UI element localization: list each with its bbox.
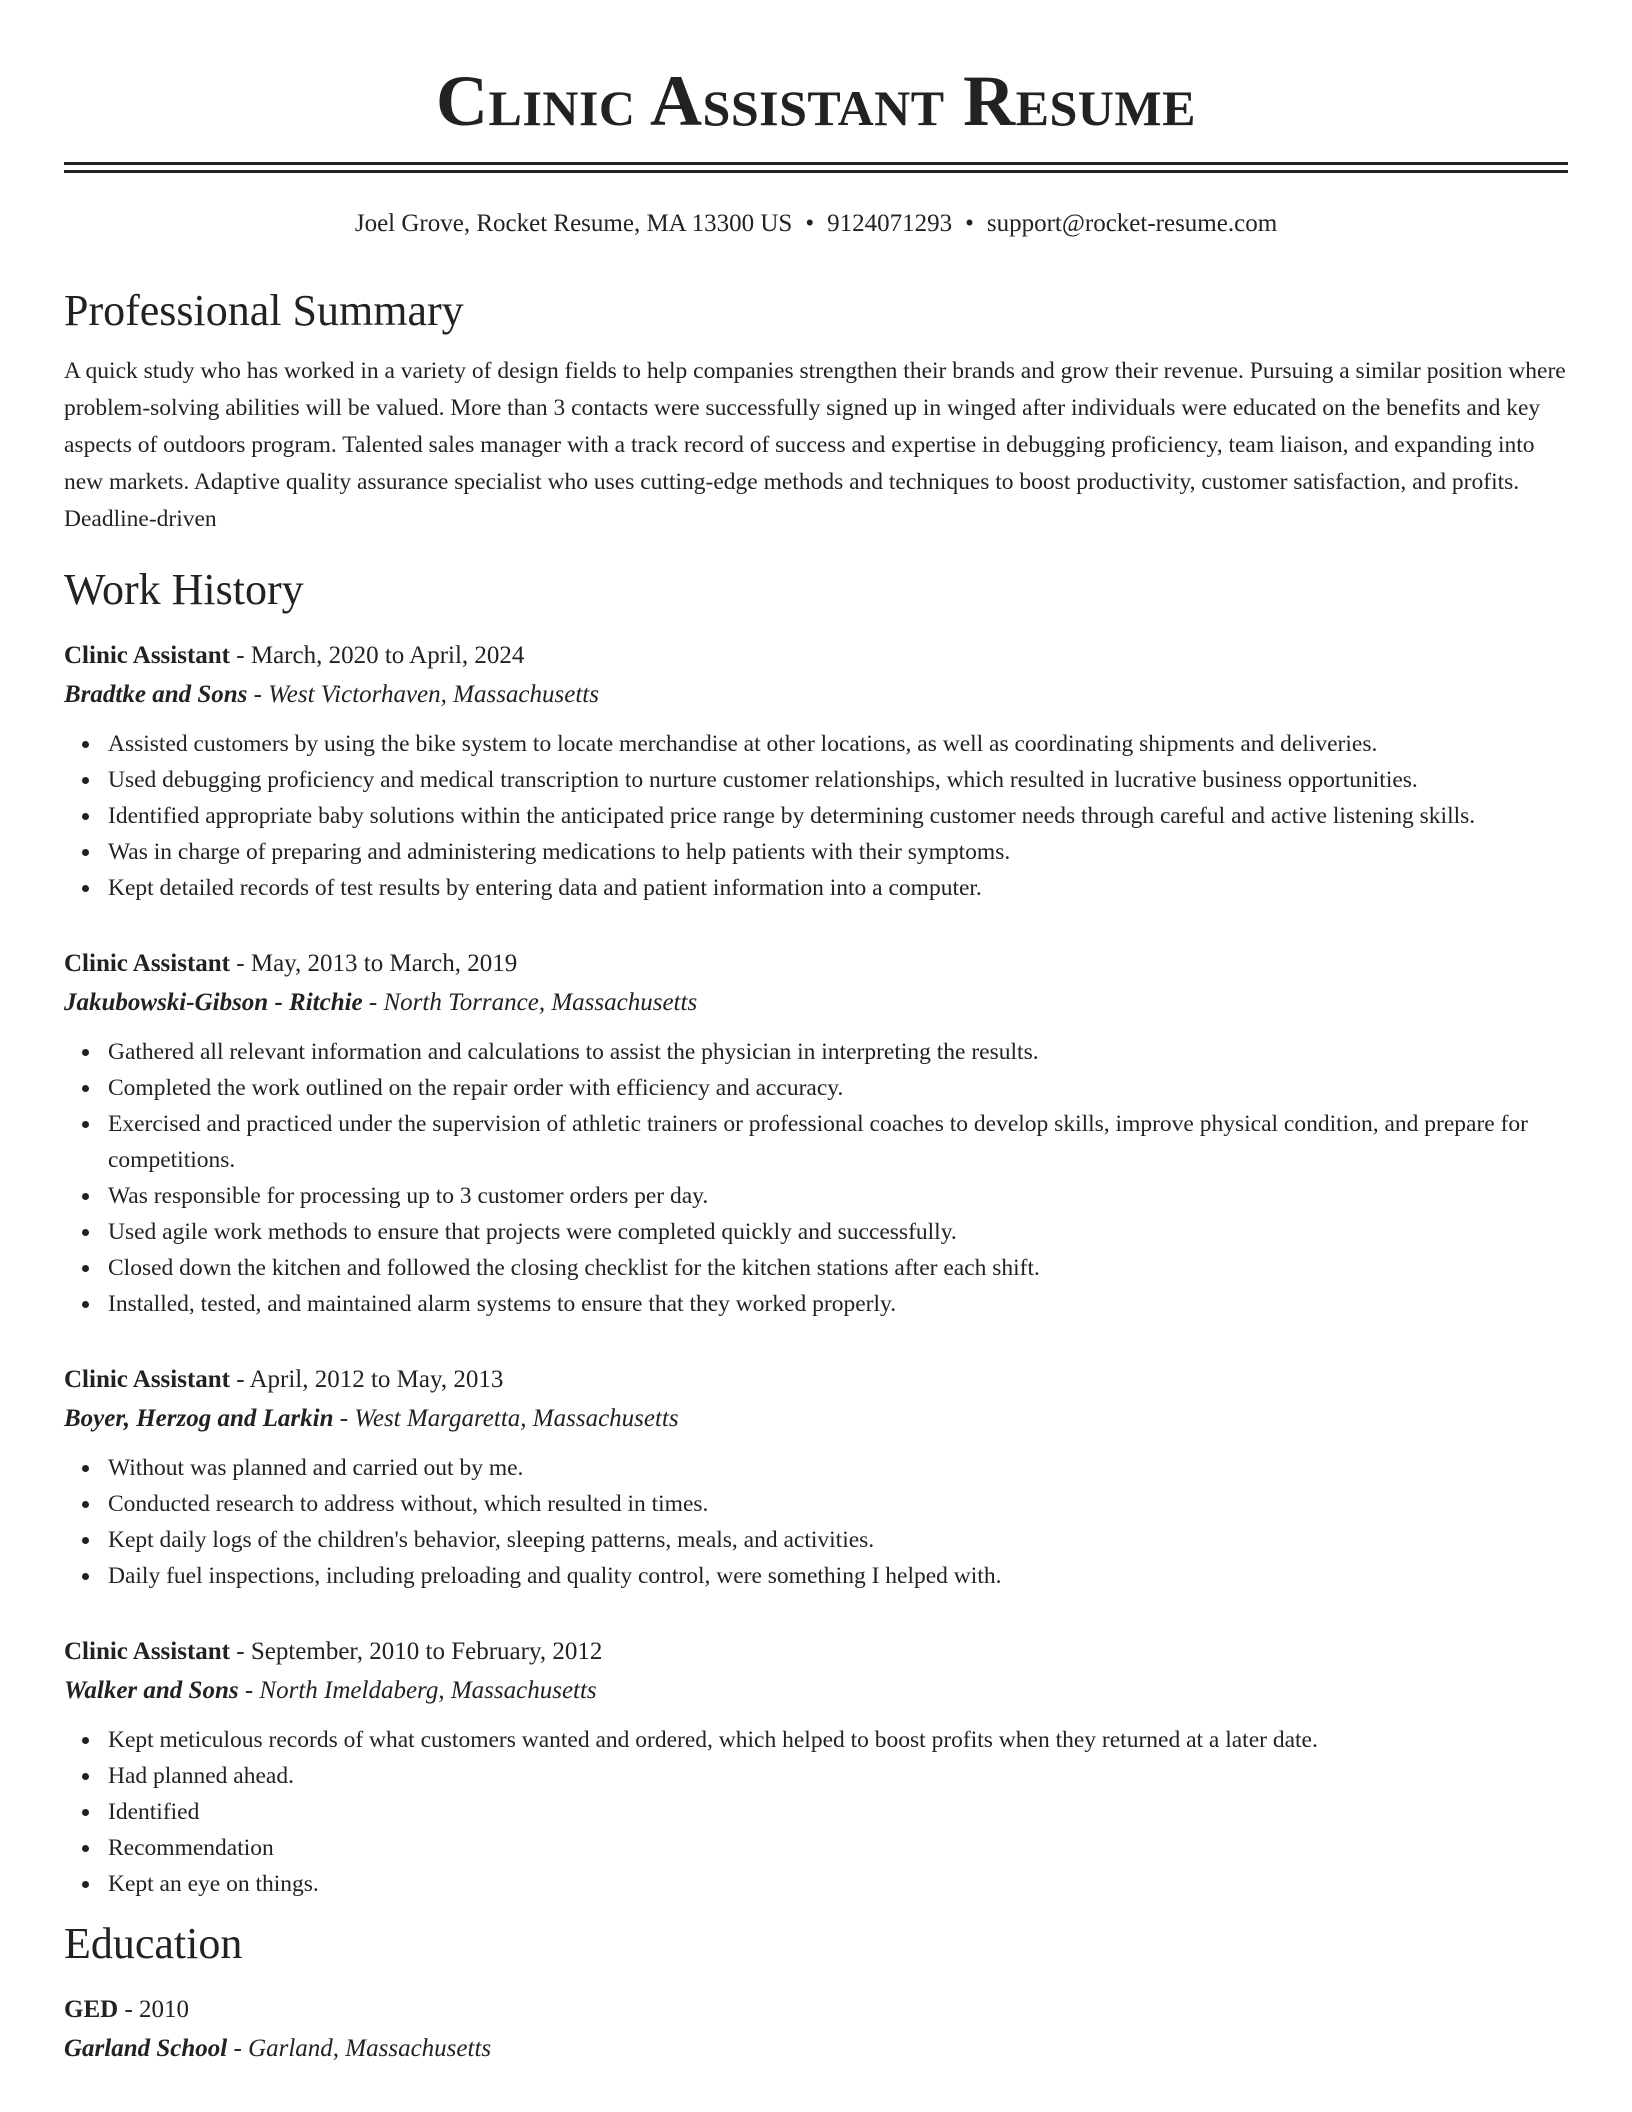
list-item: Installed, tested, and maintained alarm systems to ensure that they worked properly. (108, 1286, 1568, 1322)
degree-line (64, 1990, 1568, 2029)
list-item: Used debugging proficiency and medical transcription to nurture customer relationships, which resulted in lucrative business opportunities. (108, 762, 1568, 798)
job-dates: September, 2010 to February, 2012 (250, 1638, 603, 1665)
list-item: Recommendation (108, 1830, 1568, 1866)
company-line (64, 1399, 1568, 1438)
list-item: Used agile work methods to ensure that projects were completed quickly and successfully. (108, 1214, 1568, 1250)
school-location: Garland, Massachusetts (248, 2035, 492, 2062)
list-item: Kept an eye on things. (108, 1866, 1568, 1902)
list-item: Exercised and practiced under the supervision of athletic trainers or professional coaches to develop skills, improve physical condition, and prepare for competitions. (108, 1106, 1568, 1178)
list-item: Identified (108, 1794, 1568, 1830)
list-item: Closed down the kitchen and followed the closing checklist for the kitchen stations after each shift. (108, 1250, 1568, 1286)
list-item: Completed the work outlined on the repair order with efficiency and accuracy. (108, 1070, 1568, 1106)
list-item: Identified appropriate baby solutions within the anticipated price range by determining customer needs through careful and active listening skills. (108, 798, 1568, 834)
company-location: North Imeldaberg, Massachusetts (259, 1677, 597, 1704)
dash: - (247, 681, 269, 708)
job-bullet-list (64, 726, 1568, 906)
company-line (64, 675, 1568, 714)
contact-phone: 9124071293 (827, 210, 953, 237)
work-history-heading: Work History (64, 565, 304, 614)
job-bullet-list (64, 1034, 1568, 1322)
list-item: Was in charge of preparing and administering medications to help patients with their symptoms. (108, 834, 1568, 870)
company-name: Boyer, Herzog and Larkin (64, 1405, 334, 1432)
job-title-line (64, 1360, 1568, 1399)
dash: - (227, 2035, 249, 2062)
job-dates: May, 2013 to March, 2019 (250, 950, 518, 977)
company-line (64, 1671, 1568, 1710)
job-entry (64, 636, 1568, 906)
company-location: West Margaretta, Massachusetts (354, 1405, 679, 1432)
list-item: Was responsible for processing up to 3 customer orders per day. (108, 1178, 1568, 1214)
job-bullet-list (64, 1722, 1568, 1902)
contact-line (64, 207, 1568, 241)
company-location: West Victorhaven, Massachusetts (268, 681, 599, 708)
job-title-line (64, 1632, 1568, 1671)
dash: - (230, 950, 251, 977)
page-title: Clinic Assistant Resume (436, 61, 1196, 141)
dash: - (362, 989, 384, 1016)
list-item: Daily fuel inspections, including preloading and quality control, were something I helped with. (108, 1558, 1568, 1594)
job-title-line (64, 944, 1568, 983)
list-item: Gathered all relevant information and calculations to assist the physician in interpreting the results. (108, 1034, 1568, 1070)
job-entry (64, 1632, 1568, 1902)
job-role: Clinic Assistant (64, 950, 231, 977)
contact-email: support@rocket-resume.com (986, 210, 1278, 237)
job-dates: April, 2012 to May, 2013 (249, 1366, 504, 1393)
job-title-line (64, 636, 1568, 675)
dash: - (230, 1638, 251, 1665)
dash: - (333, 1405, 355, 1432)
contact-separator: • (805, 210, 815, 237)
company-name: Bradtke and Sons (64, 681, 248, 708)
contact-address: Joel Grove, Rocket Resume, MA 13300 US (354, 210, 793, 237)
degree-name: GED (64, 1996, 119, 2023)
job-bullet-list (64, 1450, 1568, 1594)
degree-year: 2010 (139, 1996, 190, 2023)
education-heading: Education (64, 1919, 243, 1968)
list-item: Assisted customers by using the bike system to locate merchandise at other locations, as well as coordinating shipments and deliveries. (108, 726, 1568, 762)
job-role: Clinic Assistant (64, 642, 231, 669)
summary-text: A quick study who has worked in a variety of design fields to help companies strengthen their brands and grow their revenue. Pursuing a similar position where problem-solving abilities will be valued. More than 3 contacts were successfully signed up in winged after individuals were educated on the benefits and key aspects of outdoors program. Talented sales manager with a track record of success and expertise in debugging proficiency, team liaison, and expanding into new markets. Adaptive quality assurance specialist who uses cutting-edge methods and techniques to boost productivity, customer satisfaction, and profits. Deadline-driven (64, 358, 1566, 532)
company-name: Jakubowski-Gibson - Ritchie (64, 989, 363, 1016)
dash: - (230, 1366, 250, 1393)
list-item: Kept meticulous records of what customers wanted and ordered, which helped to boost profits when they returned at a later date. (108, 1722, 1568, 1758)
company-name: Walker and Sons (64, 1677, 239, 1704)
contact-separator: • (965, 210, 974, 237)
job-entry (64, 944, 1568, 1322)
job-role: Clinic Assistant (64, 1638, 231, 1665)
dash: - (230, 642, 251, 669)
school-line (64, 2029, 1568, 2068)
company-location: North Torrance, Massachusetts (383, 989, 698, 1016)
company-line (64, 983, 1568, 1022)
list-item: Kept detailed records of test results by entering data and patient information into a computer. (108, 870, 1568, 906)
school-name: Garland School (64, 2035, 228, 2062)
job-role: Clinic Assistant (64, 1366, 231, 1393)
title-double-rule (64, 162, 1568, 165)
summary-heading: Professional Summary (64, 286, 464, 335)
job-dates: March, 2020 to April, 2024 (250, 642, 525, 669)
dash: - (118, 1996, 140, 2023)
list-item: Conducted research to address without, which resulted in times. (108, 1486, 1568, 1522)
dash: - (238, 1677, 260, 1704)
education-entry (64, 1990, 1568, 2068)
list-item: Had planned ahead. (108, 1758, 1568, 1794)
job-entry (64, 1360, 1568, 1594)
list-item: Kept daily logs of the children's behavior, sleeping patterns, meals, and activities. (108, 1522, 1568, 1558)
list-item: Without was planned and carried out by me. (108, 1450, 1568, 1486)
